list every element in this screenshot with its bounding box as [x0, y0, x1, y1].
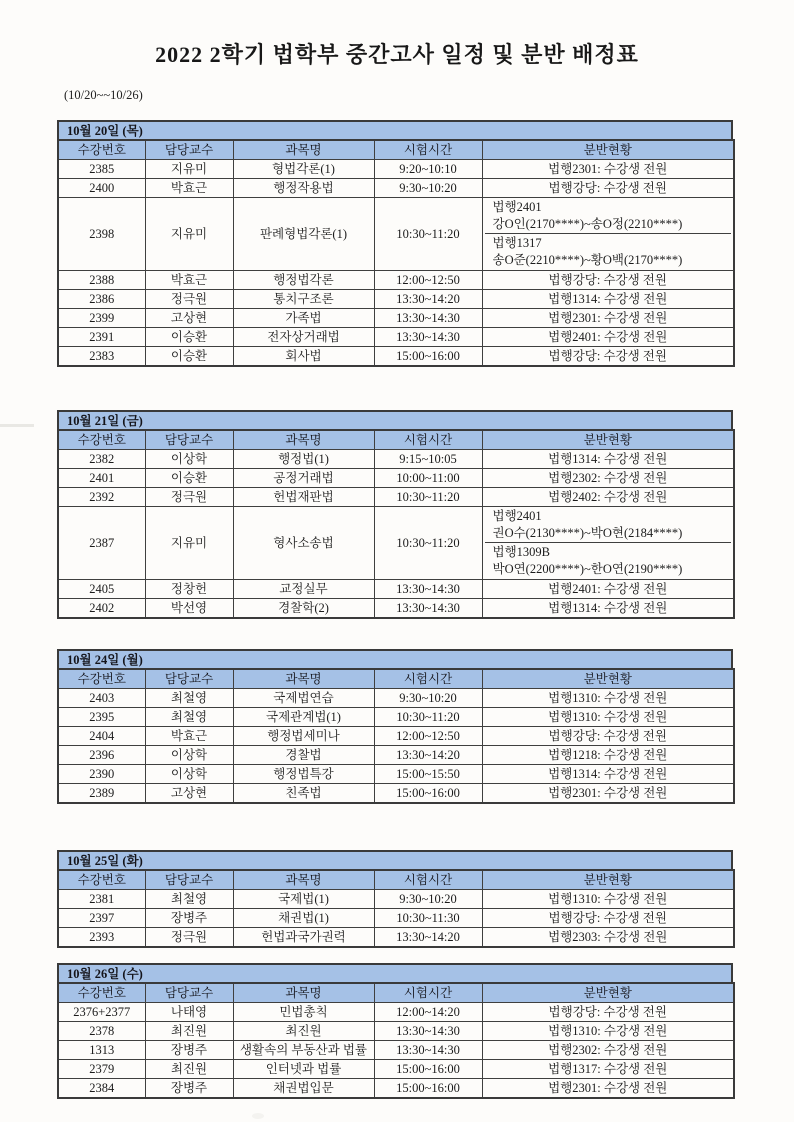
column-header: 수강번호 — [58, 140, 145, 160]
cell-code: 2401 — [58, 469, 145, 488]
cell-prof: 최진원 — [145, 1060, 233, 1079]
cell-prof: 정극원 — [145, 928, 233, 948]
header-row — [58, 430, 734, 450]
cell-time: 10:30~11:30 — [374, 909, 482, 928]
student-range: 송O준(2210****)~황O백(2170****) — [492, 253, 683, 267]
column-header: 과목명 — [233, 870, 374, 890]
header-row — [58, 669, 734, 689]
table-row — [58, 727, 734, 746]
table-row — [58, 450, 734, 469]
table-date-bar: 10월 26일 (수) — [57, 963, 733, 982]
table-row — [58, 599, 734, 619]
cell-subject: 국제법(1) — [233, 890, 374, 909]
cell-subject: 국제관계법(1) — [233, 708, 374, 727]
cell-room: 법행2402: 수강생 전원 — [482, 488, 734, 507]
exam-day-table — [57, 850, 733, 948]
column-header: 담당교수 — [145, 983, 233, 1003]
cell-prof: 정창헌 — [145, 580, 233, 599]
cell-room: 법행강당: 수강생 전원 — [482, 909, 734, 928]
cell-prof: 지유미 — [145, 507, 233, 580]
room-subgroup — [485, 234, 732, 270]
cell-room: 법행2301: 수강생 전원 — [482, 784, 734, 804]
date-range-label: (10/20~~10/26) — [64, 88, 143, 102]
table-row — [58, 347, 734, 367]
table-row — [58, 1041, 734, 1060]
cell-code: 2378 — [58, 1022, 145, 1041]
cell-code: 2397 — [58, 909, 145, 928]
cell-code: 2376+2377 — [58, 1003, 145, 1022]
student-range: 권O수(2130****)~박O현(2184****) — [492, 526, 683, 540]
cell-room: 법행1314: 수강생 전원 — [482, 599, 734, 619]
cell-code: 2392 — [58, 488, 145, 507]
cell-subject: 친족법 — [233, 784, 374, 804]
cell-time: 10:30~11:20 — [374, 488, 482, 507]
cell-subject: 형사소송법 — [233, 507, 374, 580]
cell-subject: 행정법특강 — [233, 765, 374, 784]
table-row — [58, 909, 734, 928]
cell-subject: 민법총칙 — [233, 1003, 374, 1022]
cell-time: 15:00~15:50 — [374, 765, 482, 784]
cell-prof: 정극원 — [145, 290, 233, 309]
cell-code: 2391 — [58, 328, 145, 347]
cell-time: 13:30~14:30 — [374, 1041, 482, 1060]
cell-subject: 행정작용법 — [233, 179, 374, 198]
cell-time: 10:30~11:20 — [374, 708, 482, 727]
cell-prof: 박효근 — [145, 179, 233, 198]
cell-code: 2385 — [58, 160, 145, 179]
cell-subject: 통치구조론 — [233, 290, 374, 309]
cell-subject: 채권법입문 — [233, 1079, 374, 1099]
table-date-bar: 10월 25일 (화) — [57, 850, 733, 869]
student-range: 강O인(2170****)~송O정(2210****) — [492, 217, 683, 231]
cell-room-split — [482, 198, 734, 271]
cell-room: 법행2301: 수강생 전원 — [482, 160, 734, 179]
cell-code: 2384 — [58, 1079, 145, 1099]
column-header: 수강번호 — [58, 983, 145, 1003]
column-header: 수강번호 — [58, 870, 145, 890]
cell-time: 15:00~16:00 — [374, 784, 482, 804]
cell-prof: 지유미 — [145, 160, 233, 179]
cell-subject: 가족법 — [233, 309, 374, 328]
exam-table — [57, 869, 735, 948]
table-row — [58, 708, 734, 727]
cell-room: 법행2301: 수강생 전원 — [482, 1079, 734, 1099]
cell-code: 2388 — [58, 271, 145, 290]
cell-prof: 박효근 — [145, 271, 233, 290]
column-header: 과목명 — [233, 983, 374, 1003]
table-row — [58, 580, 734, 599]
cell-subject: 채권법(1) — [233, 909, 374, 928]
cell-subject: 행정법각론 — [233, 271, 374, 290]
cell-prof: 지유미 — [145, 198, 233, 271]
cell-room: 법행2401: 수강생 전원 — [482, 328, 734, 347]
table-row — [58, 1022, 734, 1041]
table-row — [58, 179, 734, 198]
table-row — [58, 290, 734, 309]
cell-code: 2405 — [58, 580, 145, 599]
cell-prof: 이상학 — [145, 450, 233, 469]
table-row — [58, 469, 734, 488]
cell-room-split — [482, 507, 734, 580]
cell-code: 2393 — [58, 928, 145, 948]
column-header: 시험시간 — [374, 870, 482, 890]
cell-prof: 이승환 — [145, 328, 233, 347]
header-row — [58, 870, 734, 890]
cell-prof: 나태영 — [145, 1003, 233, 1022]
cell-room: 법행2301: 수강생 전원 — [482, 309, 734, 328]
cell-time: 12:00~12:50 — [374, 727, 482, 746]
scan-smudge — [252, 1113, 264, 1119]
cell-prof: 최철영 — [145, 708, 233, 727]
cell-subject: 헌법과국가권력 — [233, 928, 374, 948]
table-row — [58, 271, 734, 290]
cell-time: 10:00~11:00 — [374, 469, 482, 488]
room-name: 법행2401 — [492, 509, 542, 523]
cell-prof: 이상학 — [145, 765, 233, 784]
cell-prof: 이승환 — [145, 347, 233, 367]
column-header: 분반현황 — [482, 430, 734, 450]
exam-table — [57, 429, 735, 619]
column-header: 담당교수 — [145, 669, 233, 689]
cell-prof: 이상학 — [145, 746, 233, 765]
cell-subject: 형법각론(1) — [233, 160, 374, 179]
exam-table — [57, 139, 735, 367]
room-subgroup — [485, 543, 732, 579]
cell-time: 15:00~16:00 — [374, 1079, 482, 1099]
column-header: 분반현황 — [482, 669, 734, 689]
cell-time: 10:30~11:20 — [374, 198, 482, 271]
cell-room: 법행강당: 수강생 전원 — [482, 179, 734, 198]
exam-day-table — [57, 120, 733, 367]
cell-time: 13:30~14:20 — [374, 928, 482, 948]
table-row — [58, 507, 734, 580]
cell-time: 9:30~10:20 — [374, 890, 482, 909]
cell-subject: 교정실무 — [233, 580, 374, 599]
cell-time: 9:20~10:10 — [374, 160, 482, 179]
room-name: 법행1309B — [492, 545, 550, 559]
cell-room: 법행강당: 수강생 전원 — [482, 271, 734, 290]
column-header: 분반현황 — [482, 983, 734, 1003]
cell-subject: 경찰학(2) — [233, 599, 374, 619]
cell-prof: 최진원 — [145, 1022, 233, 1041]
cell-code: 1313 — [58, 1041, 145, 1060]
cell-code: 2383 — [58, 347, 145, 367]
cell-prof: 최철영 — [145, 890, 233, 909]
table-date-bar: 10월 21일 (금) — [57, 410, 733, 429]
cell-prof: 장병주 — [145, 1041, 233, 1060]
cell-time: 13:30~14:30 — [374, 1022, 482, 1041]
column-header: 담당교수 — [145, 430, 233, 450]
cell-code: 2379 — [58, 1060, 145, 1079]
tables — [57, 120, 733, 1099]
column-header: 시험시간 — [374, 140, 482, 160]
table-row — [58, 488, 734, 507]
cell-prof: 정극원 — [145, 488, 233, 507]
cell-time: 9:30~10:20 — [374, 179, 482, 198]
cell-time: 10:30~11:20 — [374, 507, 482, 580]
cell-subject: 생활속의 부동산과 법률 — [233, 1041, 374, 1060]
cell-subject: 판례형법각론(1) — [233, 198, 374, 271]
room-name: 법행1317 — [492, 236, 542, 250]
table-row — [58, 160, 734, 179]
table-row — [58, 328, 734, 347]
table-row — [58, 1079, 734, 1099]
cell-code: 2395 — [58, 708, 145, 727]
exam-day-table — [57, 963, 733, 1099]
cell-time: 9:30~10:20 — [374, 689, 482, 708]
cell-prof: 박효근 — [145, 727, 233, 746]
column-header: 담당교수 — [145, 140, 233, 160]
cell-code: 2381 — [58, 890, 145, 909]
table-row — [58, 1003, 734, 1022]
table-date-bar: 10월 20일 (목) — [57, 120, 733, 139]
cell-prof: 장병주 — [145, 909, 233, 928]
column-header: 담당교수 — [145, 870, 233, 890]
cell-code: 2390 — [58, 765, 145, 784]
cell-room: 법행강당: 수강생 전원 — [482, 1003, 734, 1022]
cell-room: 법행1314: 수강생 전원 — [482, 290, 734, 309]
column-header: 과목명 — [233, 140, 374, 160]
room-name: 법행2401 — [492, 200, 542, 214]
cell-time: 9:15~10:05 — [374, 450, 482, 469]
column-header: 분반현황 — [482, 140, 734, 160]
cell-room: 법행2401: 수강생 전원 — [482, 580, 734, 599]
cell-room: 법행2302: 수강생 전원 — [482, 1041, 734, 1060]
column-header: 시험시간 — [374, 430, 482, 450]
cell-time: 13:30~14:30 — [374, 309, 482, 328]
cell-room: 법행2302: 수강생 전원 — [482, 469, 734, 488]
cell-time: 13:30~14:30 — [374, 599, 482, 619]
cell-prof: 장병주 — [145, 1079, 233, 1099]
cell-room: 법행1317: 수강생 전원 — [482, 1060, 734, 1079]
cell-prof: 이승환 — [145, 469, 233, 488]
column-header: 시험시간 — [374, 983, 482, 1003]
column-header: 분반현황 — [482, 870, 734, 890]
cell-room: 법행1314: 수강생 전원 — [482, 765, 734, 784]
column-header: 수강번호 — [58, 669, 145, 689]
header-row — [58, 983, 734, 1003]
cell-subject: 회사법 — [233, 347, 374, 367]
cell-time: 15:00~16:00 — [374, 347, 482, 367]
cell-subject: 전자상거래법 — [233, 328, 374, 347]
cell-subject: 헌법재판법 — [233, 488, 374, 507]
cell-code: 2396 — [58, 746, 145, 765]
cell-code: 2400 — [58, 179, 145, 198]
cell-subject: 경찰법 — [233, 746, 374, 765]
cell-prof: 고상현 — [145, 784, 233, 804]
cell-subject: 국제법연습 — [233, 689, 374, 708]
cell-code: 2387 — [58, 507, 145, 580]
cell-room: 법행1314: 수강생 전원 — [482, 450, 734, 469]
column-header: 과목명 — [233, 430, 374, 450]
student-range: 박O연(2200****)~한O연(2190****) — [492, 562, 683, 576]
cell-subject: 행정법세미나 — [233, 727, 374, 746]
cell-room: 법행1310: 수강생 전원 — [482, 708, 734, 727]
column-header: 시험시간 — [374, 669, 482, 689]
cell-prof: 고상현 — [145, 309, 233, 328]
cell-room: 법행1218: 수강생 전원 — [482, 746, 734, 765]
cell-room: 법행강당: 수강생 전원 — [482, 347, 734, 367]
cell-code: 2404 — [58, 727, 145, 746]
room-subgroup — [485, 507, 732, 543]
table-row — [58, 1060, 734, 1079]
cell-prof: 최철영 — [145, 689, 233, 708]
cell-code: 2403 — [58, 689, 145, 708]
cell-time: 13:30~14:20 — [374, 290, 482, 309]
cell-time: 12:00~12:50 — [374, 271, 482, 290]
cell-subject: 인터넷과 법률 — [233, 1060, 374, 1079]
cell-subject: 행정법(1) — [233, 450, 374, 469]
cell-room: 법행강당: 수강생 전원 — [482, 727, 734, 746]
column-header: 과목명 — [233, 669, 374, 689]
exam-table — [57, 982, 735, 1099]
cell-time: 13:30~14:30 — [374, 580, 482, 599]
cell-code: 2399 — [58, 309, 145, 328]
room-subgroup — [485, 198, 732, 234]
cell-room: 법행1310: 수강생 전원 — [482, 890, 734, 909]
exam-table — [57, 668, 735, 804]
page-title: 2022 2학기 법학부 중간고사 일정 및 분반 배정표 — [155, 42, 639, 67]
cell-code: 2386 — [58, 290, 145, 309]
cell-time: 13:30~14:30 — [374, 328, 482, 347]
cell-time: 15:00~16:00 — [374, 1060, 482, 1079]
table-row — [58, 198, 734, 271]
table-row — [58, 784, 734, 804]
cell-code: 2402 — [58, 599, 145, 619]
table-row — [58, 928, 734, 948]
table-date-bar: 10월 24일 (월) — [57, 649, 733, 668]
table-row — [58, 689, 734, 708]
header-row — [58, 140, 734, 160]
cell-room: 법행2303: 수강생 전원 — [482, 928, 734, 948]
table-row — [58, 309, 734, 328]
cell-subject: 공정거래법 — [233, 469, 374, 488]
table-row — [58, 890, 734, 909]
exam-day-table — [57, 649, 733, 804]
cell-subject: 최진원 — [233, 1022, 374, 1041]
cell-code: 2398 — [58, 198, 145, 271]
cell-prof: 박선영 — [145, 599, 233, 619]
cell-time: 13:30~14:20 — [374, 746, 482, 765]
table-row — [58, 765, 734, 784]
exam-day-table — [57, 410, 733, 619]
cell-code: 2389 — [58, 784, 145, 804]
cell-time: 12:00~14:20 — [374, 1003, 482, 1022]
column-header: 수강번호 — [58, 430, 145, 450]
cell-room: 법행1310: 수강생 전원 — [482, 689, 734, 708]
scan-artifact — [0, 424, 34, 427]
cell-room: 법행1310: 수강생 전원 — [482, 1022, 734, 1041]
table-row — [58, 746, 734, 765]
cell-code: 2382 — [58, 450, 145, 469]
